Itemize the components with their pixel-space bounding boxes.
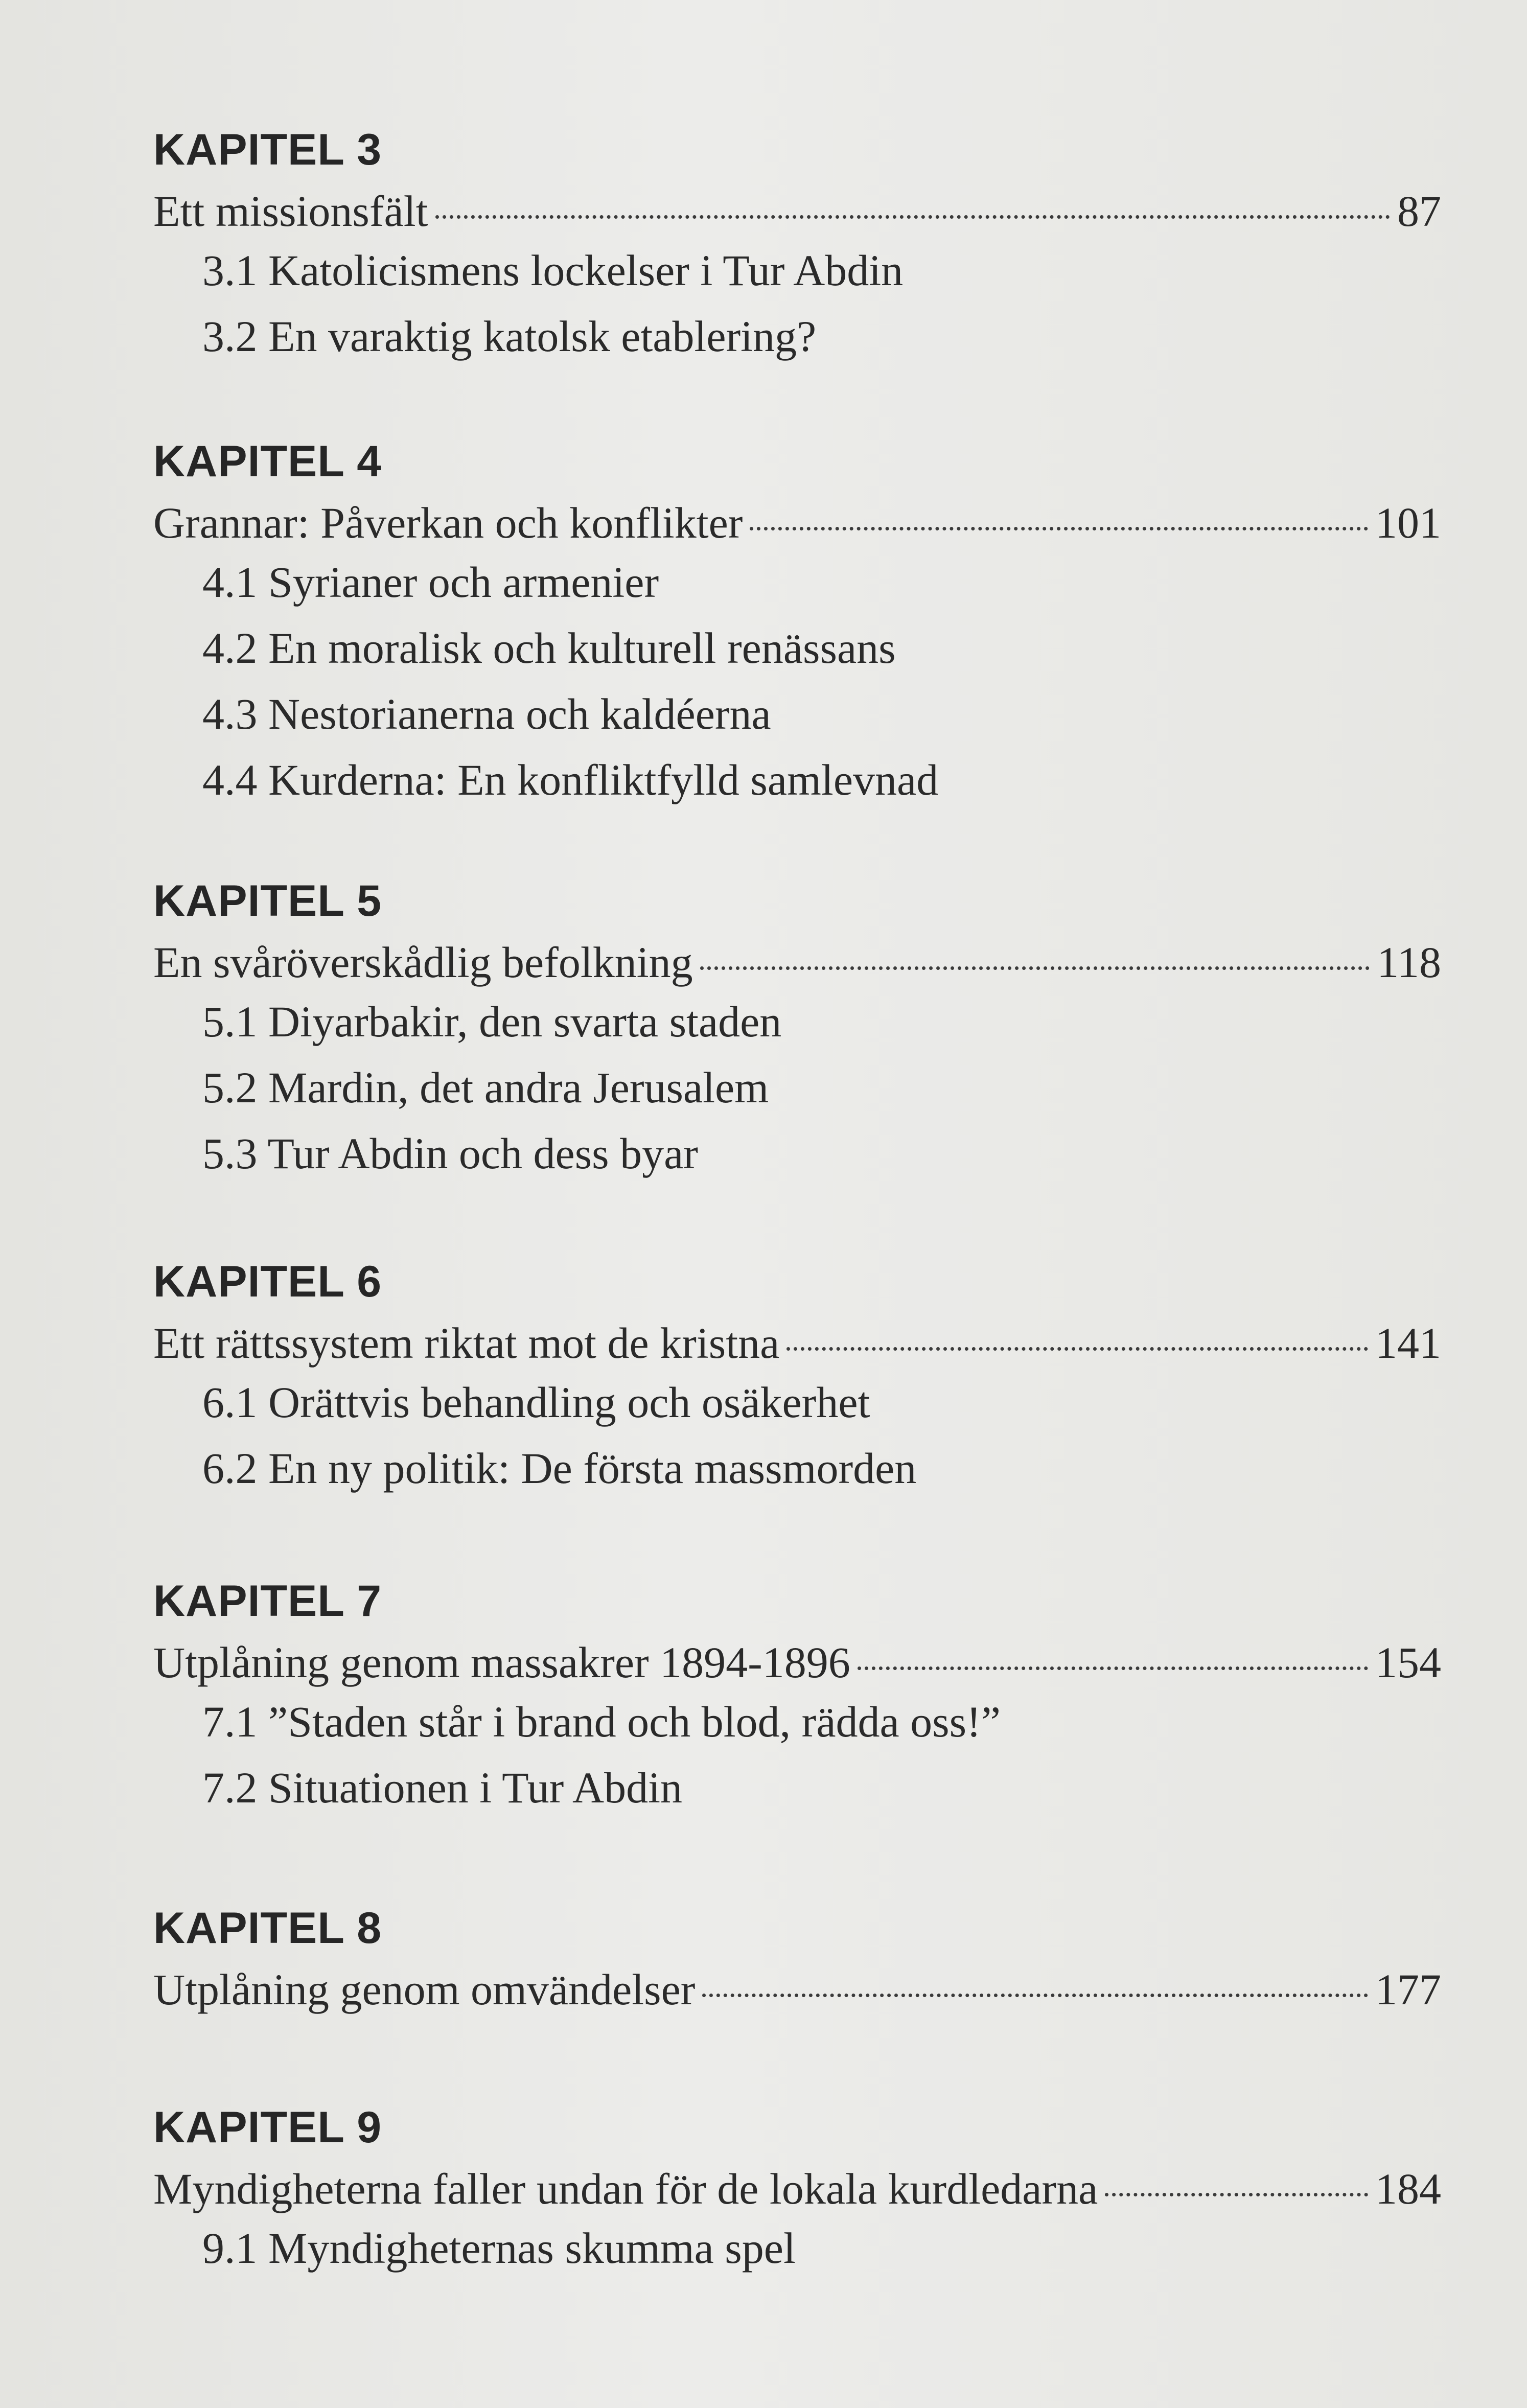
chapter-heading: KAPITEL 8 — [153, 1904, 382, 1953]
chapter-heading: KAPITEL 6 — [153, 1257, 382, 1306]
section-item[interactable]: 3.2 En varaktig katolsk etablering? — [202, 312, 817, 361]
chapter-title-row[interactable] — [153, 1963, 1441, 2016]
section-item[interactable]: 4.3 Nestorianerna och kaldéerna — [202, 689, 771, 739]
chapter-title: Grannar: Påverkan och konflikter — [153, 498, 743, 547]
section-item[interactable]: 5.1 Diyarbakir, den svarta staden — [202, 997, 782, 1047]
chapter-5 — [153, 876, 1441, 1187]
dot-leader — [700, 966, 1370, 970]
section-item[interactable]: 5.3 Tur Abdin och dess byar — [202, 1129, 698, 1178]
section-item[interactable]: 4.2 En moralisk och kulturell renässans — [202, 623, 896, 673]
page-number: 118 — [1377, 938, 1441, 987]
dot-leader — [858, 1666, 1368, 1670]
chapter-heading: KAPITEL 4 — [153, 437, 382, 486]
dot-leader — [786, 1347, 1368, 1351]
section-item[interactable]: 5.2 Mardin, det andra Jerusalem — [202, 1063, 769, 1113]
chapter-3 — [153, 125, 1441, 369]
section-item[interactable]: 6.1 Orättvis behandling och osäkerhet — [202, 1378, 870, 1427]
section-item[interactable]: 3.1 Katolicismens lockelser i Tur Abdin — [202, 246, 904, 295]
chapter-9 — [153, 2105, 1441, 2281]
chapter-4 — [153, 439, 1441, 813]
chapter-heading: KAPITEL 7 — [153, 1577, 382, 1626]
page-number: 87 — [1397, 187, 1441, 236]
chapter-8 — [153, 1906, 1441, 2016]
chapter-title: Utplåning genom massakrer 1894-1896 — [153, 1638, 850, 1687]
page-number: 177 — [1375, 1965, 1441, 2014]
chapter-title-row[interactable] — [153, 497, 1441, 549]
chapter-title-row[interactable] — [153, 1317, 1441, 1370]
chapter-7 — [153, 1579, 1441, 1821]
chapter-heading: KAPITEL 3 — [153, 125, 382, 174]
dot-leader — [1105, 2193, 1368, 2196]
chapter-heading: KAPITEL 9 — [153, 2103, 382, 2152]
section-item[interactable]: 9.1 Myndigheternas skumma spel — [202, 2224, 796, 2273]
chapter-title-row[interactable] — [153, 185, 1441, 238]
chapter-title-row[interactable] — [153, 936, 1441, 989]
dot-leader — [702, 1994, 1368, 1997]
chapter-heading: KAPITEL 5 — [153, 876, 382, 925]
dot-leader — [435, 215, 1391, 219]
chapter-6 — [153, 1257, 1441, 1501]
section-item[interactable]: 4.4 Kurderna: En konfliktfylld samlevnad — [202, 755, 939, 805]
page-number: 184 — [1375, 2164, 1441, 2213]
chapter-title-row[interactable] — [153, 2163, 1441, 2215]
chapter-title: Utplåning genom omvändelser — [153, 1965, 696, 2014]
chapter-title: Ett rättssystem riktat mot de kristna — [153, 1318, 780, 1368]
section-item[interactable]: 6.2 En ny politik: De första massmorden — [202, 1444, 917, 1493]
page-number: 141 — [1375, 1318, 1441, 1368]
chapter-title: Myndigheterna faller undan för de lokala kurdledarna — [153, 2164, 1098, 2213]
chapter-title-row[interactable] — [153, 1636, 1441, 1689]
page-number: 154 — [1375, 1638, 1441, 1687]
dot-leader — [750, 527, 1368, 530]
section-item[interactable]: 4.1 Syrianer och armenier — [202, 558, 659, 607]
chapter-title: En svåröverskådlig befolkning — [153, 938, 693, 987]
section-item[interactable]: 7.2 Situationen i Tur Abdin — [202, 1763, 682, 1813]
page-number: 101 — [1375, 498, 1441, 547]
chapter-title: Ett missionsfält — [153, 187, 428, 236]
section-item[interactable]: 7.1 ”Staden står i brand och blod, rädda oss!” — [202, 1697, 1001, 1747]
